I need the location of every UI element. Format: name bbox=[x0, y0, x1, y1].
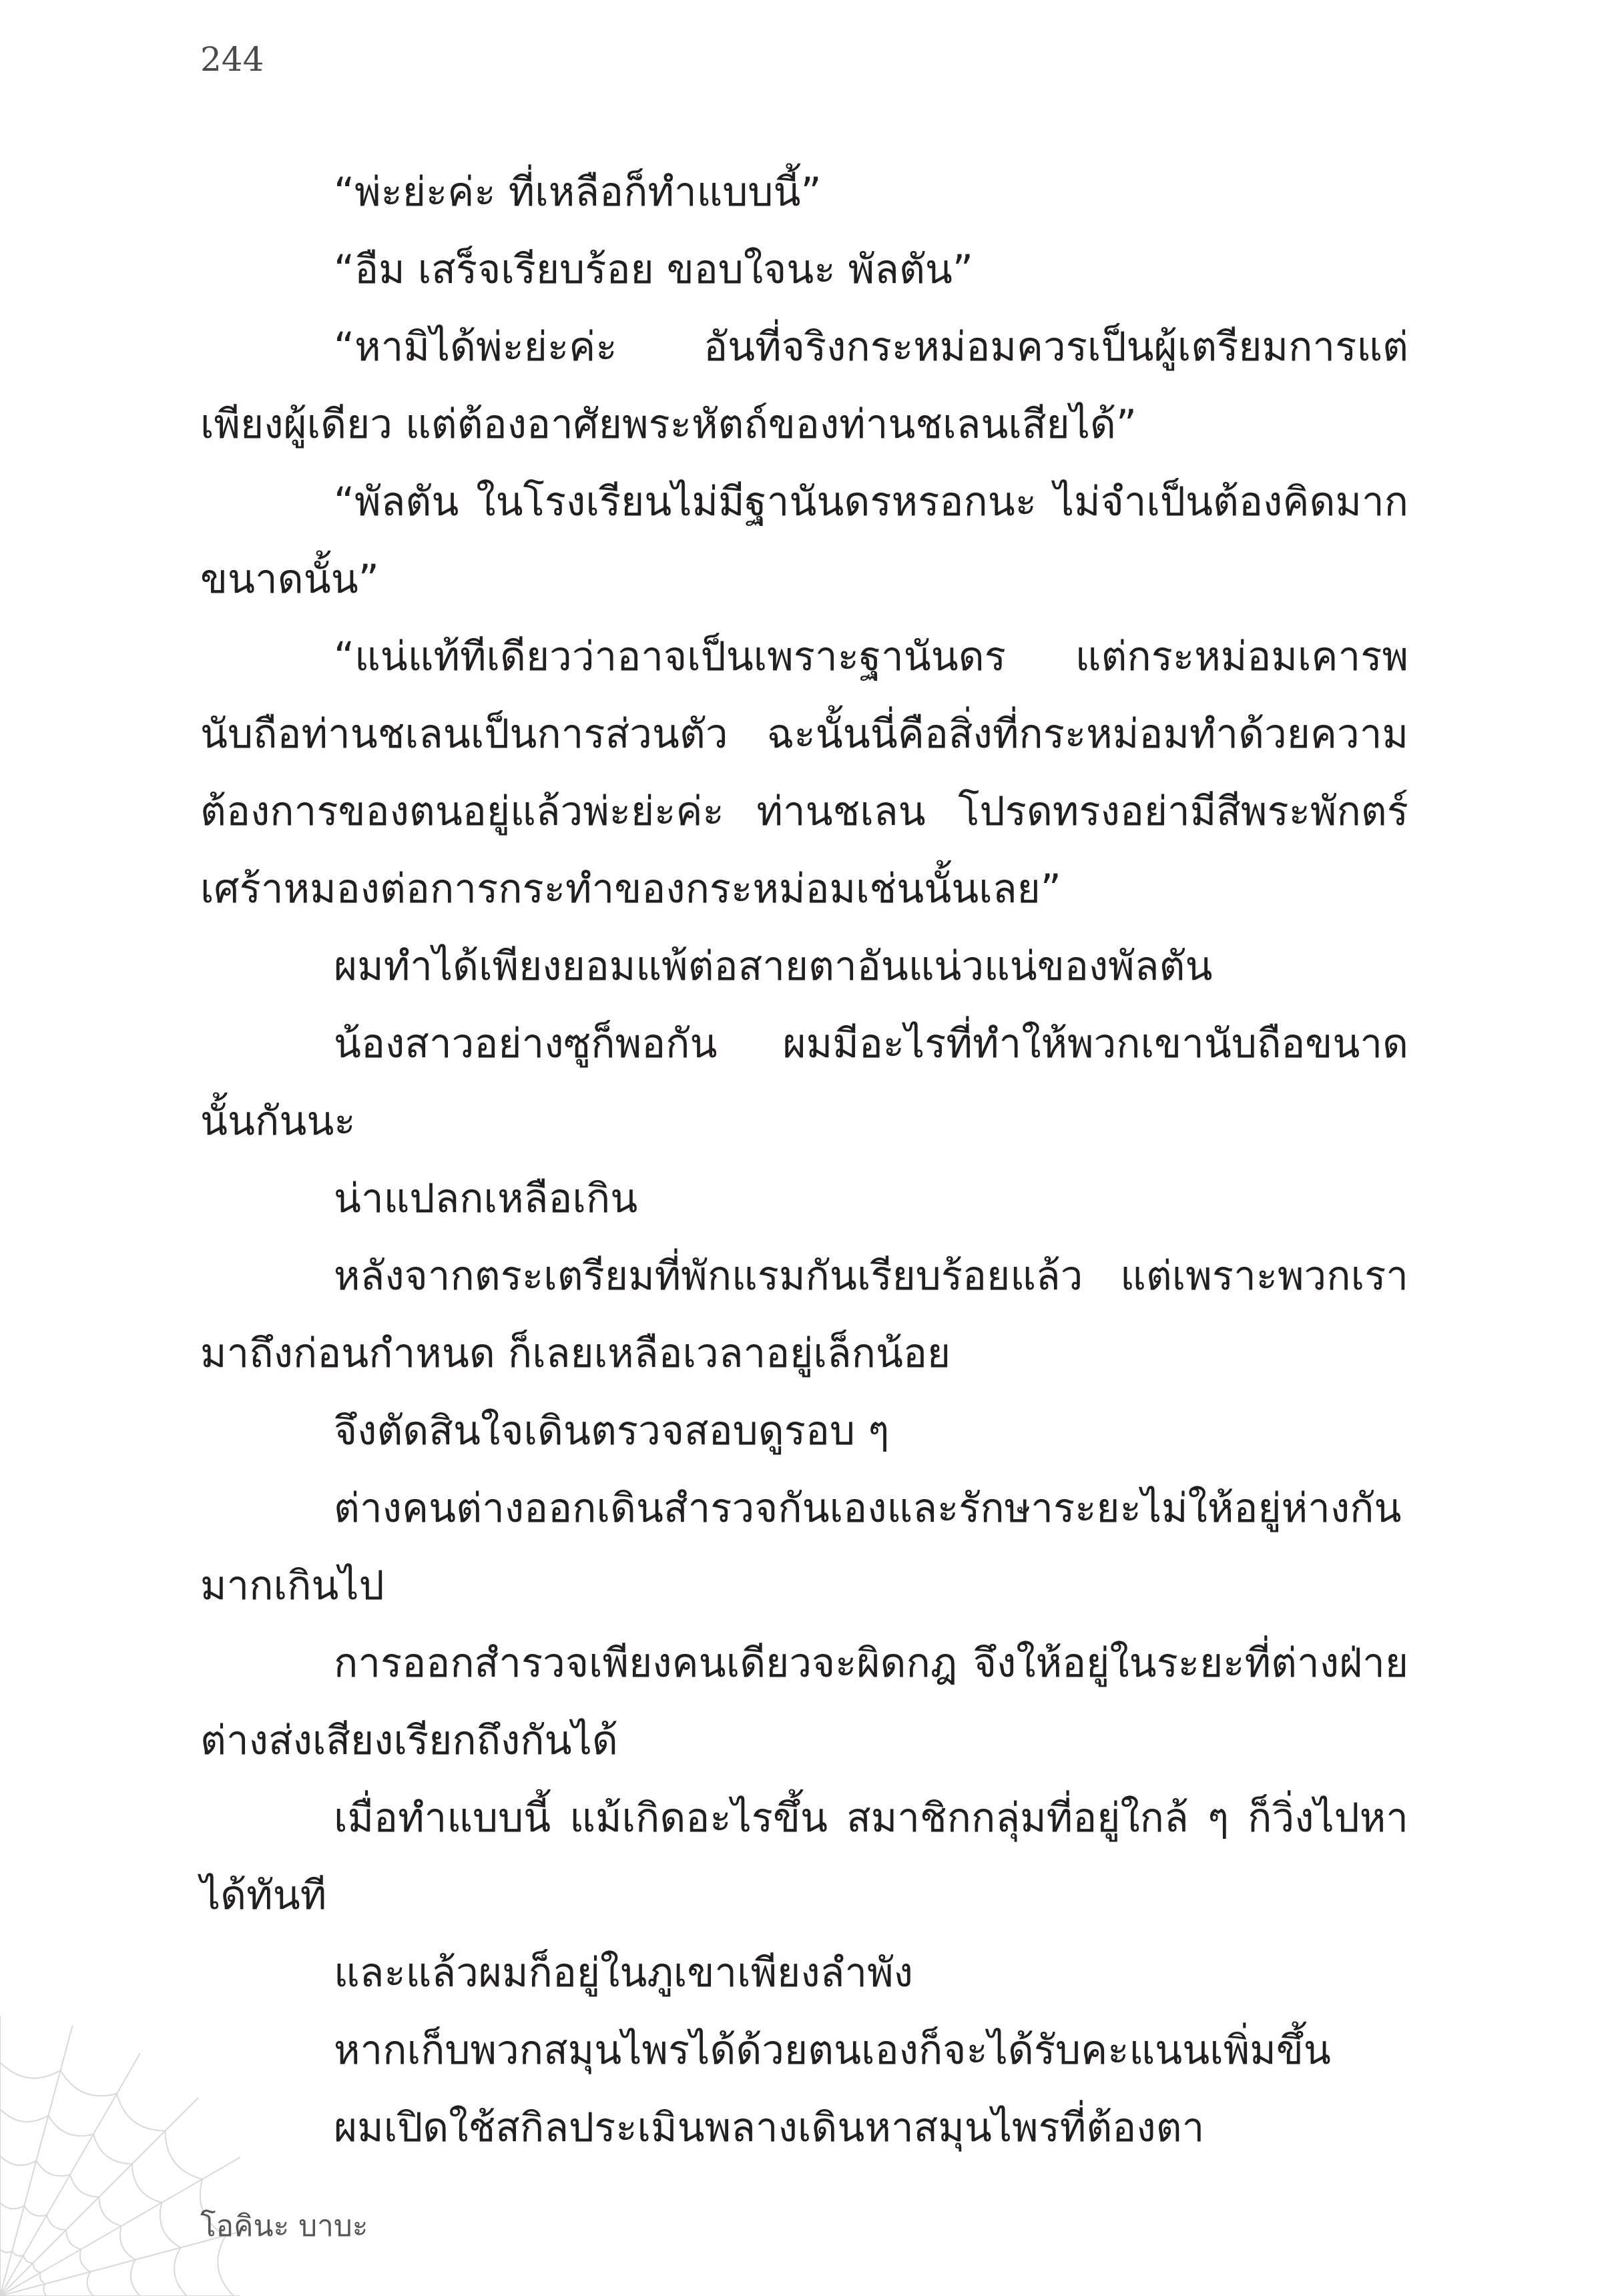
paragraph: “แน่แท้ทีเดียวว่าอาจเป็นเพราะฐานันดร แต่กระหม่อมเคารพนับถือท่านชเลนเป็นการส่วนตัว ฉะนั้นนี่คือสิ่งที่กระหม่อมทำด้วยความต้องการของตนอยู่แล้วพ่ะย่ะค่ะ ท่านชเลน โปรดทรงอย่ามีสีพระพักตร์เศร้าหมองต่อการกระทำของกระหม่อมเช่นนั้นเลย” bbox=[200, 633, 1408, 912]
paragraph: ผมทำได้เพียงยอมแพ้ต่อสายตาอันแน่วแน่ของพัลตัน bbox=[334, 943, 1213, 990]
page-number: 244 bbox=[200, 40, 264, 79]
footer-title: โอคินะ บาบะ bbox=[200, 2209, 368, 2243]
paragraph: “พ่ะย่ะค่ะ ที่เหลือก็ทำแบบนี้” bbox=[334, 169, 822, 216]
paragraph: และแล้วผมก็อยู่ในภูเขาเพียงลำพัง bbox=[334, 1950, 913, 1996]
paragraph: เมื่อทำแบบนี้ แม้เกิดอะไรขึ้น สมาชิกกลุ่มที่อยู่ใกล้ ๆ ก็วิ่งไปหาได้ทันที bbox=[200, 1795, 1408, 1919]
paragraph: น้องสาวอย่างซูก็พอกัน ผมมีอะไรที่ทำให้พวกเขานับถือขนาดนั้นกันนะ bbox=[200, 1021, 1408, 1145]
paragraph: “พัลตัน ในโรงเรียนไม่มีฐานันดรหรอกนะ ไม่จำเป็นต้องคิดมากขนาดนั้น” bbox=[200, 479, 1408, 603]
paragraph: ผมเปิดใช้สกิลประเมินพลางเดินหาสมุนไพรที่ต้องตา bbox=[334, 2104, 1205, 2151]
paragraph: หากเก็บพวกสมุนไพรได้ด้วยตนเองก็จะได้รับคะแนนเพิ่มขึ้น bbox=[334, 2027, 1331, 2074]
paragraph: จึงตัดสินใจเดินตรวจสอบดูรอบ ๆ bbox=[334, 1408, 890, 1454]
body-text bbox=[200, 154, 1408, 2167]
paragraph: หลังจากตระเตรียมที่พักแรมกันเรียบร้อยแล้ว แต่เพราะพวกเรามาถึงก่อนกำหนด ก็เลยเหลือเวลาอยู่เล็กน้อย bbox=[200, 1253, 1408, 1377]
paragraph: การออกสำรวจเพียงคนเดียวจะผิดกฎ จึงให้อยู่ในระยะที่ต่างฝ่ายต่างส่งเสียงเรียกถึงกันได้ bbox=[200, 1640, 1408, 1764]
spider-web-icon bbox=[0, 1989, 240, 2296]
paragraph: “หามิได้พ่ะย่ะค่ะ อันที่จริงกระหม่อมควรเป็นผู้เตรียมการแต่เพียงผู้เดียว แต่ต้องอาศัยพระหัตถ์ของท่านชเลนเสียได้” bbox=[200, 324, 1408, 448]
paragraph: ต่างคนต่างออกเดินสำรวจกันเองและรักษาระยะไม่ให้อยู่ห่างกันมากเกินไป bbox=[200, 1485, 1402, 1609]
paragraph: “อืม เสร็จเรียบร้อย ขอบใจนะ พัลตัน” bbox=[334, 246, 974, 293]
paragraph: น่าแปลกเหลือเกิน bbox=[334, 1175, 638, 1222]
